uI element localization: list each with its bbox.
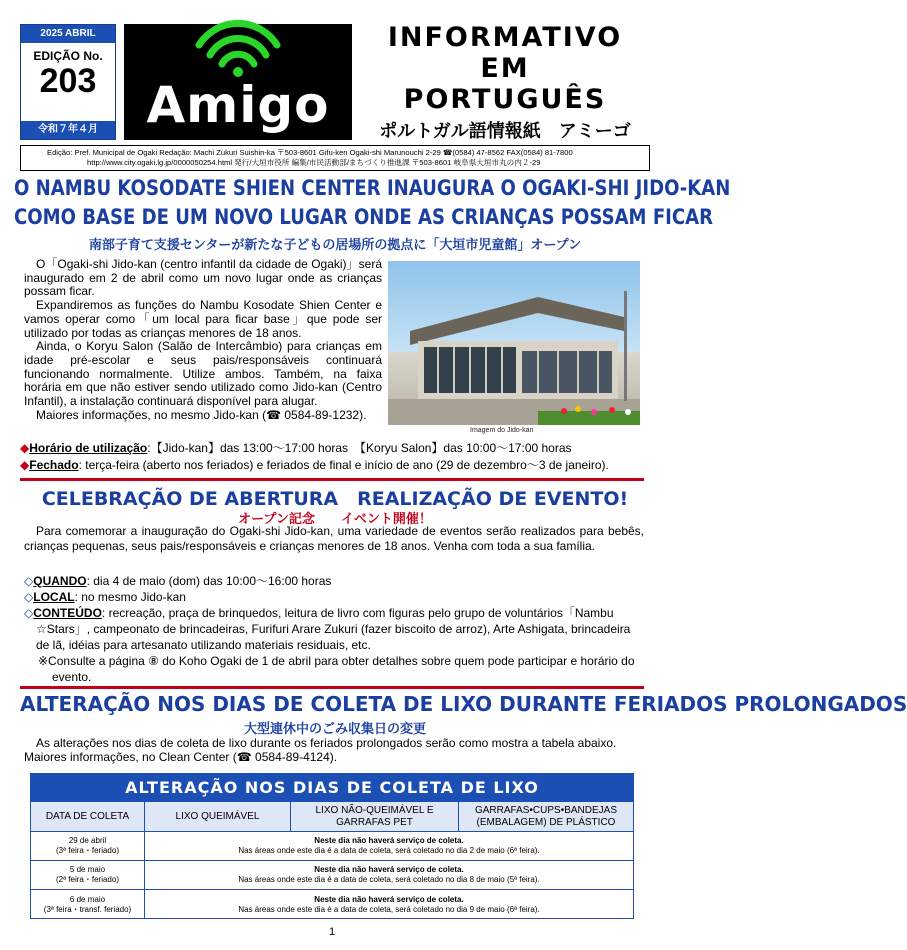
event-details [24,573,644,685]
article1-details [20,440,656,474]
article1-paragraph: Expandiremos as funções do Nambu Kosodate Shien Center e vamos operar como「um local para ficar base」que pode ser utilizado por todas as crianças menores de 18 anos. [24,298,382,340]
row-weekday: (3ª feira・feriado) [56,846,119,855]
article1-paragraph: Maiores informações, no mesmo Jido-kan (☎ 0584-89-1232). [36,407,367,422]
row-notice: Neste dia não haverá serviço de coleta. [314,865,464,874]
newsletter-title-jp: ポルトガル語情報紙 アミーゴ [379,121,631,141]
hours-text: :【Jido-kan】das 13:00～17:00 horas 【Koryu Salon】das 10:00～17:00 horas [147,441,572,455]
content-label: CONTEÚDO [33,606,102,620]
when-label: QUANDO [33,574,87,588]
logo-text: Amigo [146,76,330,134]
section-divider [20,686,644,689]
column-header: LIXO NÃO-QUEIMÁVEL E GARRAFAS PET [291,802,459,831]
publisher-info [20,145,650,171]
jido-kan-photo [388,261,640,425]
row-date-cell [31,861,145,889]
article1-paragraph: O「Ogaki-shi Jido-kan (centro infantil da cidade de Ogaki)」será inaugurado em 2 de abril como um novo lugar onde as crianças possam ficar. [24,257,382,299]
article2-headline: CELEBRAÇÃO DE ABERTURA REALIZAÇÃO DE EVENTO! [41,488,629,510]
row-detail: Nas áreas onde este dia é a data de coleta, será coletado no dia 2 de maio (6ª feira). [238,846,540,855]
article2-intro: Para comemorar a inauguração do Ogaki-shi Jido-kan, uma variedade de eventos serão realizados para bebês, crianças pequenas, seus pais/responsáveis e crianças menores de 18 anos. Venha com toda a sua família. [24,524,644,553]
title-line-1: INFORMATIVO [387,22,623,53]
article1-headline-1: O NAMBU KOSODATE SHIEN CENTER INAUGURA O OGAKI-SHI JIDO-KAN [14,176,731,200]
page-number: 1 [328,926,336,938]
row-notice: Neste dia não haverá serviço de coleta. [314,894,464,904]
event-note: ※Consulte a página ⑧ do Koho Ogaki de 1 de abril para obter detalhes sobre quem pode participar e horário do evento. [38,654,635,684]
table-row [31,861,633,890]
wifi-icon [124,24,352,84]
edition-month: 2025 ABRIL [21,25,115,43]
table-title: ALTERAÇÃO NOS DIAS DE COLETA DE LIXO [31,774,633,802]
row-date-cell [31,832,145,860]
row-notice-cell [145,832,633,860]
event-content [24,605,644,653]
article1-jp-subtitle: 南部子育て支援センターが新たな子どもの居場所の拠点に「大垣市児童館」オープン [88,237,582,252]
content-text: : recreação, praça de brinquedos, leitura de livro com figuras pelo grupo de voluntários「Nambu ☆Stars」, campeonato de brincadeiras, Furifuri Arare Zukuri (fazer biscoito de arroz), Arte Ashigata, brincadeira de lã, idéias para artesanato utilizando materiais residuais, etc. [36,606,631,652]
amigo-logo [124,24,352,140]
building-illustration [388,261,640,425]
diamond-icon: ◆ [20,458,30,472]
event-where [24,589,644,605]
publisher-line-1: Edição: Pref. Municipal de Ogaki Redação: Machi Zukuri Suishin-ka 〒503-8601 Gifu-ken Ogaki-shi Marunouchi 2-29 ☎(0584) 47-8562 FAX(0584) 81-7800 [47,148,573,157]
table-row [31,890,633,919]
garbage-collection-table [30,773,634,919]
edition-number: 203 [39,62,97,100]
closed-label: Fechado [29,458,79,472]
article1-body [24,258,382,422]
article3-headline: ALTERAÇÃO NOS DIAS DE COLETA DE LIXO DURANTE FERIADOS PROLONGADOS [20,692,907,716]
article3-intro-line-1: As alterações nos dias de coleta de lixo durante os feriados prolongados serão como mostra a tabela abaixo. [36,736,617,750]
article2-jp-subtitle: オープン記念 イベント開催！ [238,511,432,526]
row-detail: Nas áreas onde este dia é a data de coleta, será coletado no dia 8 de maio (5ª feira). [238,875,540,884]
column-header: DATA DE COLETA [31,802,145,831]
closed-line [20,457,656,474]
row-date: 29 de abril [68,836,107,845]
article3-jp-subtitle: 大型連休中のごみ収集日の変更 [243,721,426,736]
row-date-cell [31,890,145,919]
when-text: : dia 4 de maio (dom) das 10:00～16:00 horas [86,574,332,588]
diamond-outline-icon: ◇ [24,606,34,620]
diamond-outline-icon: ◇ [24,574,34,588]
row-notice: Neste dia não haverá serviço de coleta. [314,836,464,845]
row-date: 5 de maio [69,865,106,874]
row-notice-cell [145,890,633,919]
article3-intro [24,736,644,764]
where-text: : no mesmo Jido-kan [74,590,186,604]
title-line-2: EM [480,53,530,84]
diamond-icon: ◆ [20,441,30,455]
row-weekday: (3ª feira・transf. feriado) [43,904,132,914]
edition-reiwa-date: 令和７年４月 [21,121,115,139]
table-row [31,832,633,861]
row-date: 6 de maio [69,894,106,904]
article3-intro-line-2: Maiores informações, no Clean Center (☎ 0584-89-4124). [24,750,338,764]
row-detail: Nas áreas onde este dia é a data de coleta, será coletado no dia 9 de maio (6ª feira). [238,904,540,914]
hours-line [20,440,656,457]
row-weekday: (2ª feira・feriado) [56,875,119,884]
edition-label: EDIÇÃO No. [33,49,103,63]
photo-caption: Imagem do Jido-kan [470,427,534,434]
where-label: LOCAL [33,590,75,604]
title-line-3: PORTUGUÊS [403,84,607,115]
diamond-outline-icon: ◇ [24,590,34,604]
event-when [24,573,644,589]
article1-paragraph: Ainda, o Koryu Salon (Salão de Intercâmbio) para crianças em idade pré-escolar e seus pais/responsáveis continuará funcionando normalmente. Utilize ambos. Também, na faixa horária em que não estiver sendo utilizado como Jido-kan (Centro Infantil), a instalação continuará disponível para alugar. [24,339,382,409]
closed-text: : terça-feira (aberto nos feriados) e feriados de final e início de ano (29 de dezembro～3 de janeiro). [78,458,609,472]
newsletter-title [360,22,650,115]
article1-headline-2: COMO BASE DE UM NOVO LUGAR ONDE AS CRIANÇAS POSSAM FICAR [14,205,714,229]
column-header: LIXO QUEIMÁVEL [145,802,291,831]
table-header-row [31,802,633,832]
section-divider [20,478,644,481]
row-notice-cell [145,861,633,889]
edition-box [20,24,116,140]
publisher-line-2: http://www.city.ogaki.lg.jp/0000050254.html 発行/大垣市役所 編集/市民活動部/まちづくり推進課 〒503-8601 岐阜県大垣市丸の内２-29 [87,158,541,167]
column-header: GARRAFAS•CUPS•BANDEJAS (EMBALAGEM) DE PLÁSTICO [474,804,618,828]
hours-label: Horário de utilização [29,441,148,455]
